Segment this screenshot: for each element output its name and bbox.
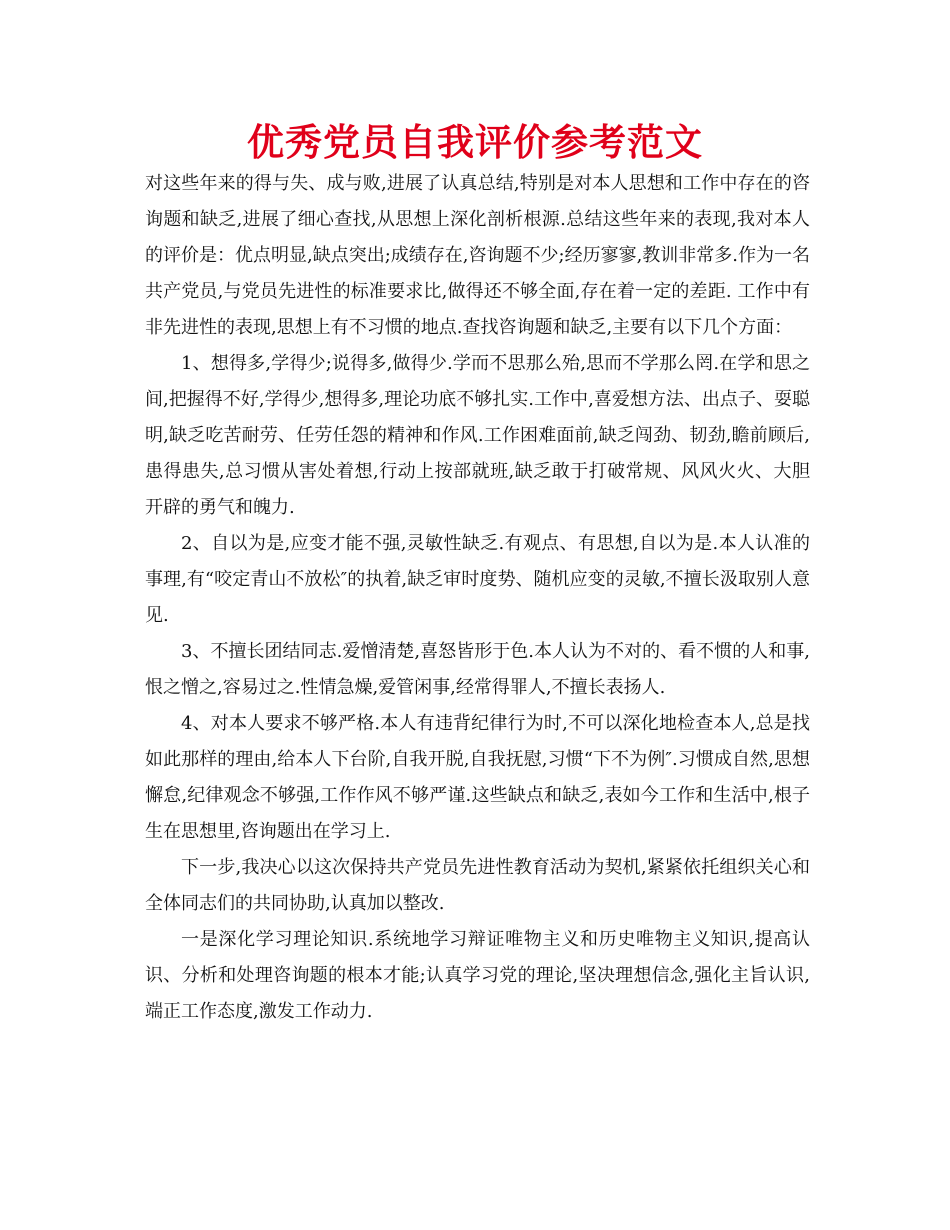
paragraph-point-4: 4、对本人要求不够严格.本人有违背纪律行为时,不可以深化地检查本人,总是找如此那样的理由,给本人下台阶,自我开脱,自我抚慰,习惯“下不为例″.习惯成自然,思想懈怠,纪律观念不够强,工作作风不够严谨.这些缺点和缺乏,表如今工作和生活中,根子生在思想里,咨询题出在学习上. (145, 713, 810, 842)
document-title: 优秀党员自我评价参考范文 (247, 121, 703, 164)
paragraph-intro: 对这些年来的得与失、成与败,进展了认真总结,特别是对本人思想和工作中存在的咨询题和缺乏,进展了细心查找,从思想上深化剖析根源.总结这些年来的表现,我对本人的评价是：优点明显,缺点突出;成绩存在,咨询题不少;经历寥寥,教训非常多.作为一名共产党员,与党员先进性的标准要求比,做得还不够全面,存在着一定的差距. 工作中有非先进性的表现,思想上有不习惯的地点.查找咨询题和缺乏,主要有以下几个方面： (145, 173, 811, 338)
paragraph-point-2: 2、自以为是,应变才能不强,灵敏性缺乏.有观点、有思想,自以为是.本人认准的事理,有“咬定青山不放松″的执着,缺乏审时度势、随机应变的灵敏,不擅长汲取别人意见. (145, 533, 810, 626)
paragraph-next-step: 下一步,我决心以这次保持共产党员先进性教育活动为契机,紧紧依托组织关心和全体同志们的共同协助,认真加以整改. (145, 857, 810, 914)
paragraph-point-1: 1、想得多,学得少;说得多,做得少.学而不思那么殆,思而不学那么罔.在学和思之间,把握得不好,学得少,想得多,理论功底不够扎实.工作中,喜爱想方法、出点子、耍聪明,缺乏吃苦耐劳、任劳任怨的精神和作风.工作困难面前,缺乏闯劲、韧劲,瞻前顾后,患得患失,总习惯从害处着想,行动上按部就班,缺乏敢于打破常规、风风火火、大胆开辟的勇气和魄力. (145, 353, 810, 518)
paragraph-point-3: 3、不擅长团结同志.爱憎清楚,喜怒皆形于色.本人认为不对的、看不惯的人和事,恨之憎之,容易过之.性情急燥,爱管闲事,经常得罪人,不擅长表扬人. (145, 641, 810, 698)
paragraph-measure-1: 一是深化学习理论知识.系统地学习辩证唯物主义和历史唯物主义知识,提高认识、分析和处理咨询题的根本才能;认真学习党的理论,坚决理想信念,强化主旨认识,端正工作态度,激发工作动力. (145, 929, 810, 1022)
document-body (145, 166, 810, 1030)
